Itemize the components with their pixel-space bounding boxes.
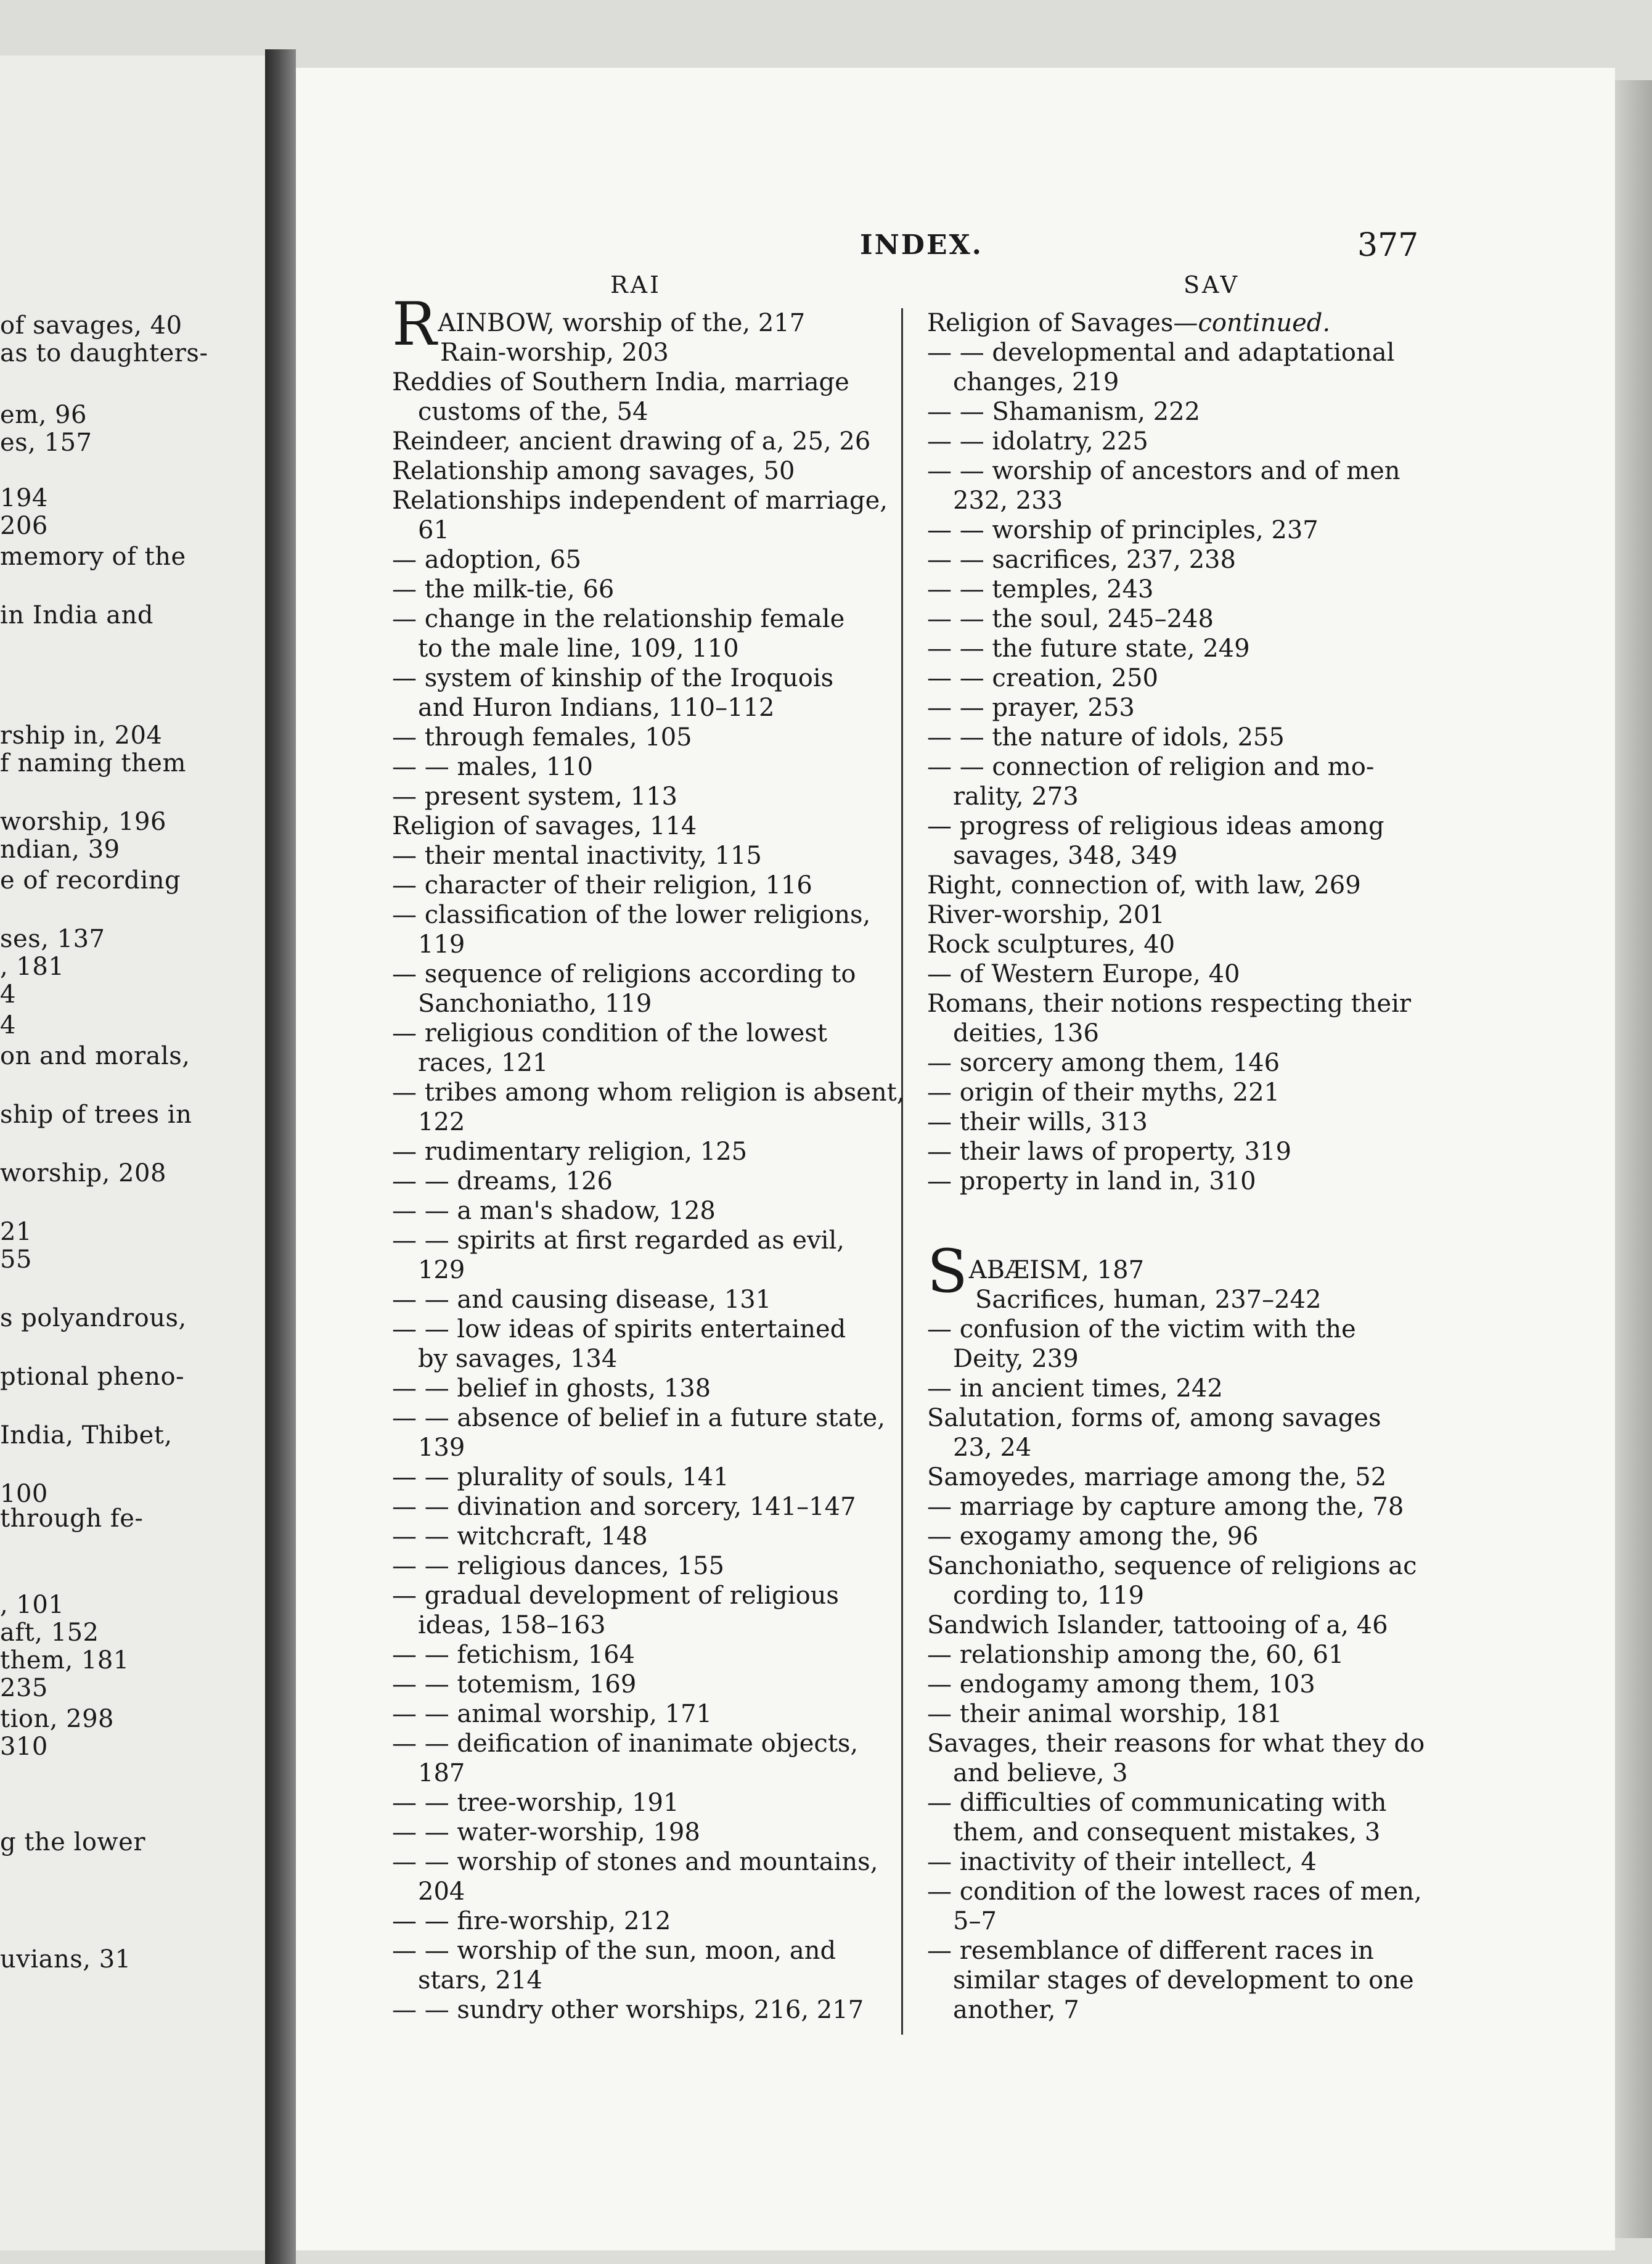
index-entry-text: — — belief in ghosts, 138 bbox=[392, 1374, 711, 1403]
index-entry bbox=[392, 1995, 885, 2025]
prev-page-fragment: tion, 298 bbox=[0, 1705, 114, 1733]
drop-cap: R bbox=[392, 290, 437, 359]
index-entry bbox=[392, 427, 885, 456]
index-entry bbox=[392, 367, 885, 397]
index-entry-text: — — creation, 250 bbox=[927, 664, 1158, 692]
prev-page-fragment: 4 bbox=[0, 1011, 16, 1040]
index-entry-text: 204 bbox=[418, 1877, 465, 1906]
index-entry bbox=[927, 515, 1428, 545]
index-entry-text: 61 bbox=[418, 516, 449, 544]
prev-page-fragment: of savages, 40 bbox=[0, 311, 182, 340]
index-entry-text: 119 bbox=[418, 930, 465, 959]
index-entry bbox=[927, 1581, 1428, 1610]
index-entry-text: Religion of Savages— bbox=[927, 309, 1198, 337]
prev-page-fragment: in India and bbox=[0, 601, 154, 630]
index-entry bbox=[927, 782, 1428, 811]
prev-page-fragment: 194 bbox=[0, 484, 48, 512]
index-entry bbox=[927, 1344, 1428, 1374]
index-entry-text: Deity, 239 bbox=[953, 1345, 1079, 1373]
index-entry-text: — classification of the lower religions, bbox=[392, 901, 871, 929]
index-entry bbox=[927, 1995, 1428, 2025]
index-entry bbox=[392, 752, 885, 782]
index-column-left bbox=[392, 290, 905, 2025]
index-entry-text: — — sundry other worships, 216, 217 bbox=[392, 1996, 864, 2024]
index-entry-text: 232, 233 bbox=[953, 486, 1063, 515]
index-entry-text: — difficulties of communicating with bbox=[927, 1789, 1387, 1817]
index-entry-text: — condition of the lowest races of men, bbox=[927, 1877, 1422, 1906]
index-entry-text: — — divination and sorcery, 141–147 bbox=[392, 1493, 856, 1521]
index-entry-text: — property in land in, 310 bbox=[927, 1167, 1256, 1196]
prev-page-fragment: s polyandrous, bbox=[0, 1304, 187, 1332]
index-entry bbox=[927, 1847, 1428, 1877]
index-entry bbox=[927, 1818, 1428, 1847]
index-entry-text: Sanchoniatho, sequence of religions ac bbox=[927, 1552, 1417, 1580]
index-entry bbox=[927, 1492, 1428, 1522]
index-entry bbox=[927, 308, 1428, 338]
index-entry bbox=[392, 1670, 885, 1699]
index-entry-text: — — tree-worship, 191 bbox=[392, 1789, 679, 1817]
index-entry-text: — — the soul, 245–248 bbox=[927, 605, 1214, 633]
prev-page-fragment: ship of trees in bbox=[0, 1101, 192, 1129]
index-entry bbox=[927, 1019, 1428, 1048]
index-entry bbox=[392, 1048, 885, 1078]
index-entry bbox=[927, 634, 1428, 663]
index-entry-text: 23, 24 bbox=[953, 1433, 1032, 1462]
index-entry-text: rality, 273 bbox=[953, 782, 1079, 811]
index-entry bbox=[927, 959, 1428, 989]
prev-page-fragment: 206 bbox=[0, 512, 48, 540]
index-entry-text: — — sacrifices, 237, 238 bbox=[927, 546, 1236, 574]
index-entry-text: — of Western Europe, 40 bbox=[927, 960, 1240, 988]
index-entry bbox=[392, 989, 885, 1019]
index-entry-text: — — totemism, 169 bbox=[392, 1670, 637, 1699]
index-entry bbox=[392, 900, 885, 930]
index-entry-text: Relationship among savages, 50 bbox=[392, 457, 795, 485]
running-head: INDEX. bbox=[860, 229, 983, 261]
index-entry-text: — — prayer, 253 bbox=[927, 694, 1135, 722]
index-entry bbox=[927, 1285, 1428, 1315]
index-entry bbox=[927, 1433, 1428, 1462]
index-entry-text: — — Shamanism, 222 bbox=[927, 398, 1201, 426]
index-entry bbox=[392, 1522, 885, 1551]
prev-page-fragment: , 101 bbox=[0, 1591, 65, 1619]
index-entry bbox=[392, 782, 885, 811]
index-entry-text: — the milk-tie, 66 bbox=[392, 575, 615, 604]
index-entry bbox=[927, 1137, 1428, 1167]
prev-page-fragment: 310 bbox=[0, 1733, 48, 1761]
index-entry bbox=[392, 1137, 885, 1167]
index-entry-text: — system of kinship of the Iroquois bbox=[392, 664, 834, 692]
index-entry-text: — — worship of the sun, moon, and bbox=[392, 1937, 836, 1965]
index-entry-text: Sandwich Islander, tattooing of a, 46 bbox=[927, 1611, 1388, 1639]
column-rule bbox=[901, 308, 903, 2035]
index-entry bbox=[927, 752, 1428, 782]
index-entry bbox=[392, 1758, 885, 1788]
index-entry-text: — present system, 113 bbox=[392, 782, 677, 811]
index-entry-text: stars, 214 bbox=[418, 1966, 542, 1995]
index-entry bbox=[392, 1966, 885, 1995]
index-entry-text: Rain-worship, 203 bbox=[440, 338, 669, 367]
catchword-left: RAI bbox=[610, 271, 662, 298]
index-entry bbox=[927, 367, 1428, 397]
index-entry bbox=[927, 841, 1428, 871]
index-entry-text: — endogamy among them, 103 bbox=[927, 1670, 1315, 1699]
index-entry bbox=[392, 1433, 885, 1462]
index-entry bbox=[927, 1403, 1428, 1433]
index-entry-text: by savages, 134 bbox=[418, 1345, 618, 1373]
index-entry-text: — sequence of religions according to bbox=[392, 960, 856, 988]
index-entry-text: — their mental inactivity, 115 bbox=[392, 842, 762, 870]
index-entry-text: them, and consequent mistakes, 3 bbox=[953, 1818, 1381, 1847]
index-entry-text: — character of their religion, 116 bbox=[392, 871, 812, 900]
index-entry bbox=[392, 1936, 885, 1966]
index-entry-text: Relationships independent of marriage, bbox=[392, 486, 888, 515]
prev-page-fragment: 4 bbox=[0, 980, 16, 1009]
index-entry bbox=[927, 1078, 1428, 1107]
index-entry-text: — — spirits at first regarded as evil, bbox=[392, 1226, 844, 1255]
index-entry-text: cording to, 119 bbox=[953, 1581, 1145, 1610]
index-entry-text: — their wills, 313 bbox=[927, 1108, 1148, 1136]
index-entry-text: AINBOW, worship of the, 217 bbox=[438, 309, 806, 337]
index-entry-text: 187 bbox=[418, 1759, 465, 1787]
index-entry-text: another, 7 bbox=[953, 1996, 1079, 2024]
index-entry-text: — — the future state, 249 bbox=[927, 634, 1250, 663]
index-entry-text: Reindeer, ancient drawing of a, 25, 26 bbox=[392, 427, 871, 456]
index-entry-text: Rock sculptures, 40 bbox=[927, 930, 1176, 959]
index-entry bbox=[392, 486, 888, 515]
index-entry bbox=[392, 1196, 885, 1226]
index-entry bbox=[927, 900, 1428, 930]
index-entry bbox=[392, 338, 885, 367]
index-entry bbox=[927, 693, 1428, 723]
prev-page-fragment: on and morals, bbox=[0, 1042, 190, 1070]
index-entry bbox=[927, 1936, 1428, 1966]
page-edge bbox=[1615, 80, 1652, 2238]
index-entry bbox=[392, 1551, 885, 1581]
index-entry bbox=[392, 575, 885, 604]
index-entry-text: — sorcery among them, 146 bbox=[927, 1049, 1280, 1077]
prev-page-fragment: em, 96 bbox=[0, 401, 87, 429]
index-entry bbox=[927, 1048, 1428, 1078]
index-entry-text: Romans, their notions respecting their bbox=[927, 990, 1411, 1018]
index-entry bbox=[392, 663, 885, 693]
prev-page-fragment: f naming them bbox=[0, 749, 186, 777]
index-entry bbox=[392, 723, 885, 752]
index-entry-text: Religion of savages, 114 bbox=[392, 812, 697, 840]
book-gutter bbox=[265, 49, 296, 2264]
index-entry bbox=[927, 545, 1428, 575]
index-entry-text: — — fetichism, 164 bbox=[392, 1641, 635, 1669]
index-entry-text: ABÆISM, 187 bbox=[968, 1256, 1145, 1284]
index-entry bbox=[392, 1877, 885, 1906]
index-entry bbox=[927, 723, 1428, 752]
prev-page-fragment: aft, 152 bbox=[0, 1618, 99, 1647]
index-entry bbox=[927, 1699, 1428, 1729]
index-entry bbox=[392, 1374, 885, 1403]
index-entry bbox=[392, 1255, 885, 1285]
index-entry bbox=[392, 1285, 885, 1315]
index-entry-text: Reddies of Southern India, marriage bbox=[392, 368, 849, 396]
index-entry-text: savages, 348, 349 bbox=[953, 842, 1178, 870]
index-entry bbox=[392, 1581, 885, 1610]
index-entry-text: — — and causing disease, 131 bbox=[392, 1286, 772, 1314]
index-entry bbox=[927, 871, 1428, 900]
index-entry bbox=[392, 1315, 885, 1344]
index-entry bbox=[392, 959, 885, 989]
index-entry bbox=[392, 545, 885, 575]
index-entry-text: — tribes among whom religion is absent, bbox=[392, 1078, 905, 1107]
index-entry-text: — rudimentary religion, 125 bbox=[392, 1138, 748, 1166]
index-entry-text: — resemblance of different races in bbox=[927, 1937, 1374, 1965]
index-entry bbox=[927, 1610, 1428, 1640]
index-entry-text: and believe, 3 bbox=[953, 1759, 1128, 1787]
index-entry-text: Sacrifices, human, 237–242 bbox=[975, 1286, 1322, 1314]
prev-page-fragment: through fe- bbox=[0, 1504, 144, 1533]
prev-page-fragment: e of recording bbox=[0, 866, 181, 895]
index-entry bbox=[392, 604, 885, 634]
index-entry bbox=[392, 1847, 885, 1877]
index-entry bbox=[392, 1640, 885, 1670]
index-entry-text: — — plurality of souls, 141 bbox=[392, 1463, 729, 1491]
index-entry-text: — — developmental and adaptational bbox=[927, 338, 1395, 367]
prev-page-fragment: es, 157 bbox=[0, 429, 92, 457]
index-entry-text: and Huron Indians, 110–112 bbox=[418, 694, 775, 722]
prev-page-fragment: them, 181 bbox=[0, 1646, 129, 1675]
index-entry-emphasis: continued. bbox=[1198, 309, 1331, 337]
index-entry bbox=[392, 397, 885, 427]
index-entry-text: River-worship, 201 bbox=[927, 901, 1165, 929]
index-entry bbox=[392, 1818, 885, 1847]
index-entry-text: — — religious dances, 155 bbox=[392, 1552, 724, 1580]
index-entry bbox=[392, 1167, 885, 1196]
index-entry bbox=[927, 1107, 1428, 1137]
index-entry bbox=[927, 1551, 1428, 1581]
index-entry bbox=[927, 456, 1428, 486]
index-entry bbox=[927, 1374, 1428, 1403]
index-entry bbox=[392, 1403, 885, 1433]
index-entry bbox=[927, 427, 1428, 456]
index-entry bbox=[392, 1462, 885, 1492]
index-entry-text: races, 121 bbox=[418, 1049, 549, 1077]
prev-page-fragment: ndian, 39 bbox=[0, 835, 120, 864]
index-entry-text: — confusion of the victim with the bbox=[927, 1315, 1356, 1343]
index-entry bbox=[392, 1226, 885, 1255]
index-entry bbox=[392, 1729, 885, 1758]
index-entry-text: — — deification of inanimate objects, bbox=[392, 1729, 859, 1758]
prev-page-fragment: rship in, 204 bbox=[0, 721, 163, 750]
prev-page-fragment: uvians, 31 bbox=[0, 1945, 131, 1974]
prev-page-fragment: ses, 137 bbox=[0, 925, 105, 953]
index-entry bbox=[927, 1758, 1428, 1788]
index-entry-text: — — the nature of idols, 255 bbox=[927, 723, 1285, 752]
index-entry bbox=[927, 663, 1428, 693]
previous-page bbox=[0, 55, 265, 2250]
index-entry bbox=[392, 930, 885, 959]
index-entry-text: — — worship of ancestors and of men bbox=[927, 457, 1401, 485]
index-entry-text: Savages, their reasons for what they do bbox=[927, 1729, 1425, 1758]
page-number: 377 bbox=[1357, 227, 1419, 264]
index-entry bbox=[927, 930, 1428, 959]
index-entry-text: — — worship of stones and mountains, bbox=[392, 1848, 878, 1876]
prev-page-fragment: worship, 208 bbox=[0, 1159, 166, 1187]
index-entry bbox=[392, 1610, 885, 1640]
drop-cap: S bbox=[927, 1237, 968, 1306]
prev-page-fragment: , 181 bbox=[0, 953, 65, 981]
prev-page-fragment: ptional pheno- bbox=[0, 1363, 185, 1391]
index-entry-text: — their animal worship, 181 bbox=[927, 1700, 1283, 1728]
index-entry bbox=[927, 1315, 1428, 1344]
index-entry bbox=[927, 1877, 1428, 1906]
index-entry bbox=[392, 1699, 885, 1729]
index-entry-text: — their laws of property, 319 bbox=[927, 1138, 1291, 1166]
index-entry-text: Salutation, forms of, among savages bbox=[927, 1404, 1381, 1432]
index-entry-text: 5–7 bbox=[953, 1907, 997, 1935]
index-entry bbox=[392, 871, 885, 900]
index-entry-text: similar stages of development to one bbox=[953, 1966, 1414, 1995]
index-entry-text: ideas, 158–163 bbox=[418, 1611, 606, 1639]
prev-page-fragment: as to daughters- bbox=[0, 339, 208, 367]
index-entry-text: — — low ideas of spirits entertained bbox=[392, 1315, 846, 1343]
index-entry-text: — relationship among the, 60, 61 bbox=[927, 1641, 1344, 1669]
index-entry-text: 122 bbox=[418, 1108, 465, 1136]
index-entry-text: customs of the, 54 bbox=[418, 398, 648, 426]
index-entry bbox=[392, 693, 885, 723]
index-entry bbox=[927, 1670, 1428, 1699]
index-entry bbox=[392, 1906, 885, 1936]
index-entry-text: to the male line, 109, 110 bbox=[418, 634, 739, 663]
index-entry-text: — origin of their myths, 221 bbox=[927, 1078, 1280, 1107]
index-entry-text: — — animal worship, 171 bbox=[392, 1700, 713, 1728]
prev-page-fragment: 55 bbox=[0, 1245, 32, 1274]
index-entry-text: — — fire-worship, 212 bbox=[392, 1907, 671, 1935]
index-entry-text: deities, 136 bbox=[953, 1019, 1099, 1048]
index-entry-text: — inactivity of their intellect, 4 bbox=[927, 1848, 1317, 1876]
index-entry bbox=[927, 338, 1428, 367]
index-entry-text: — change in the relationship female bbox=[392, 605, 845, 633]
index-entry-text: 129 bbox=[418, 1256, 465, 1284]
index-entry bbox=[927, 575, 1428, 604]
index-entry-text: changes, 219 bbox=[953, 368, 1119, 396]
index-entry bbox=[927, 1906, 1428, 1936]
index-entry bbox=[392, 811, 885, 841]
index-entry-text: — — temples, 243 bbox=[927, 575, 1154, 604]
prev-page-fragment: 235 bbox=[0, 1674, 48, 1702]
index-entry-text: — — a man's shadow, 128 bbox=[392, 1197, 716, 1225]
index-entry-text: — religious condition of the lowest bbox=[392, 1019, 827, 1048]
index-entry-text: — gradual development of religious bbox=[392, 1581, 839, 1610]
index-entry bbox=[392, 841, 885, 871]
index-entry bbox=[927, 1729, 1428, 1758]
index-entry bbox=[927, 989, 1428, 1019]
index-entry-text: — — dreams, 126 bbox=[392, 1167, 613, 1196]
index-entry-text: — marriage by capture among the, 78 bbox=[927, 1493, 1404, 1521]
index-entry-text: — progress of religious ideas among bbox=[927, 812, 1384, 840]
prev-page-fragment: India, Thibet, bbox=[0, 1421, 173, 1450]
index-entry-text: — — water-worship, 198 bbox=[392, 1818, 700, 1847]
index-entry-text: — — idolatry, 225 bbox=[927, 427, 1148, 456]
index-entry bbox=[927, 1966, 1428, 1995]
index-entry-text: — — connection of religion and mo- bbox=[927, 753, 1375, 781]
index-entry-text: Right, connection of, with law, 269 bbox=[927, 871, 1361, 900]
index-entry bbox=[392, 1019, 885, 1048]
index-entry-text: — — witchcraft, 148 bbox=[392, 1522, 648, 1551]
index-entry bbox=[927, 811, 1428, 841]
catchword-right: SAV bbox=[1184, 271, 1240, 298]
index-entry-text: — — worship of principles, 237 bbox=[927, 516, 1319, 544]
index-entry-text: 139 bbox=[418, 1433, 465, 1462]
index-entry-text: — — males, 110 bbox=[392, 753, 593, 781]
index-entry-text: — through females, 105 bbox=[392, 723, 692, 752]
prev-page-fragment: worship, 196 bbox=[0, 808, 166, 836]
index-entry bbox=[927, 1522, 1428, 1551]
index-entry bbox=[392, 1492, 885, 1522]
prev-page-fragment: g the lower bbox=[0, 1828, 145, 1856]
entry-gap bbox=[927, 1196, 1428, 1255]
index-column-right bbox=[927, 308, 1428, 2025]
index-entry-text: — exogamy among the, 96 bbox=[927, 1522, 1259, 1551]
index-entry bbox=[392, 1344, 885, 1374]
index-entry-text: — adoption, 65 bbox=[392, 546, 581, 574]
index-entry bbox=[927, 1788, 1428, 1818]
index-entry bbox=[927, 1462, 1428, 1492]
prev-page-fragment: 100 bbox=[0, 1480, 48, 1508]
index-entry-text: Sanchoniatho, 119 bbox=[418, 990, 652, 1018]
index-entry bbox=[927, 1167, 1428, 1196]
index-entry-text: — in ancient times, 242 bbox=[927, 1374, 1223, 1403]
index-entry bbox=[392, 456, 885, 486]
prev-page-fragment: 21 bbox=[0, 1218, 32, 1246]
index-entry bbox=[927, 397, 1428, 427]
index-entry bbox=[927, 1640, 1428, 1670]
index-entry bbox=[927, 486, 1428, 515]
index-entry bbox=[392, 1788, 885, 1818]
index-entry-text: — — absence of belief in a future state, bbox=[392, 1404, 885, 1432]
index-entry bbox=[392, 634, 885, 663]
index-entry bbox=[927, 604, 1428, 634]
index-entry bbox=[392, 515, 885, 545]
prev-page-fragment: memory of the bbox=[0, 543, 186, 571]
index-entry bbox=[392, 1078, 905, 1107]
index-entry-text: Samoyedes, marriage among the, 52 bbox=[927, 1463, 1387, 1491]
index-entry bbox=[392, 1107, 885, 1137]
